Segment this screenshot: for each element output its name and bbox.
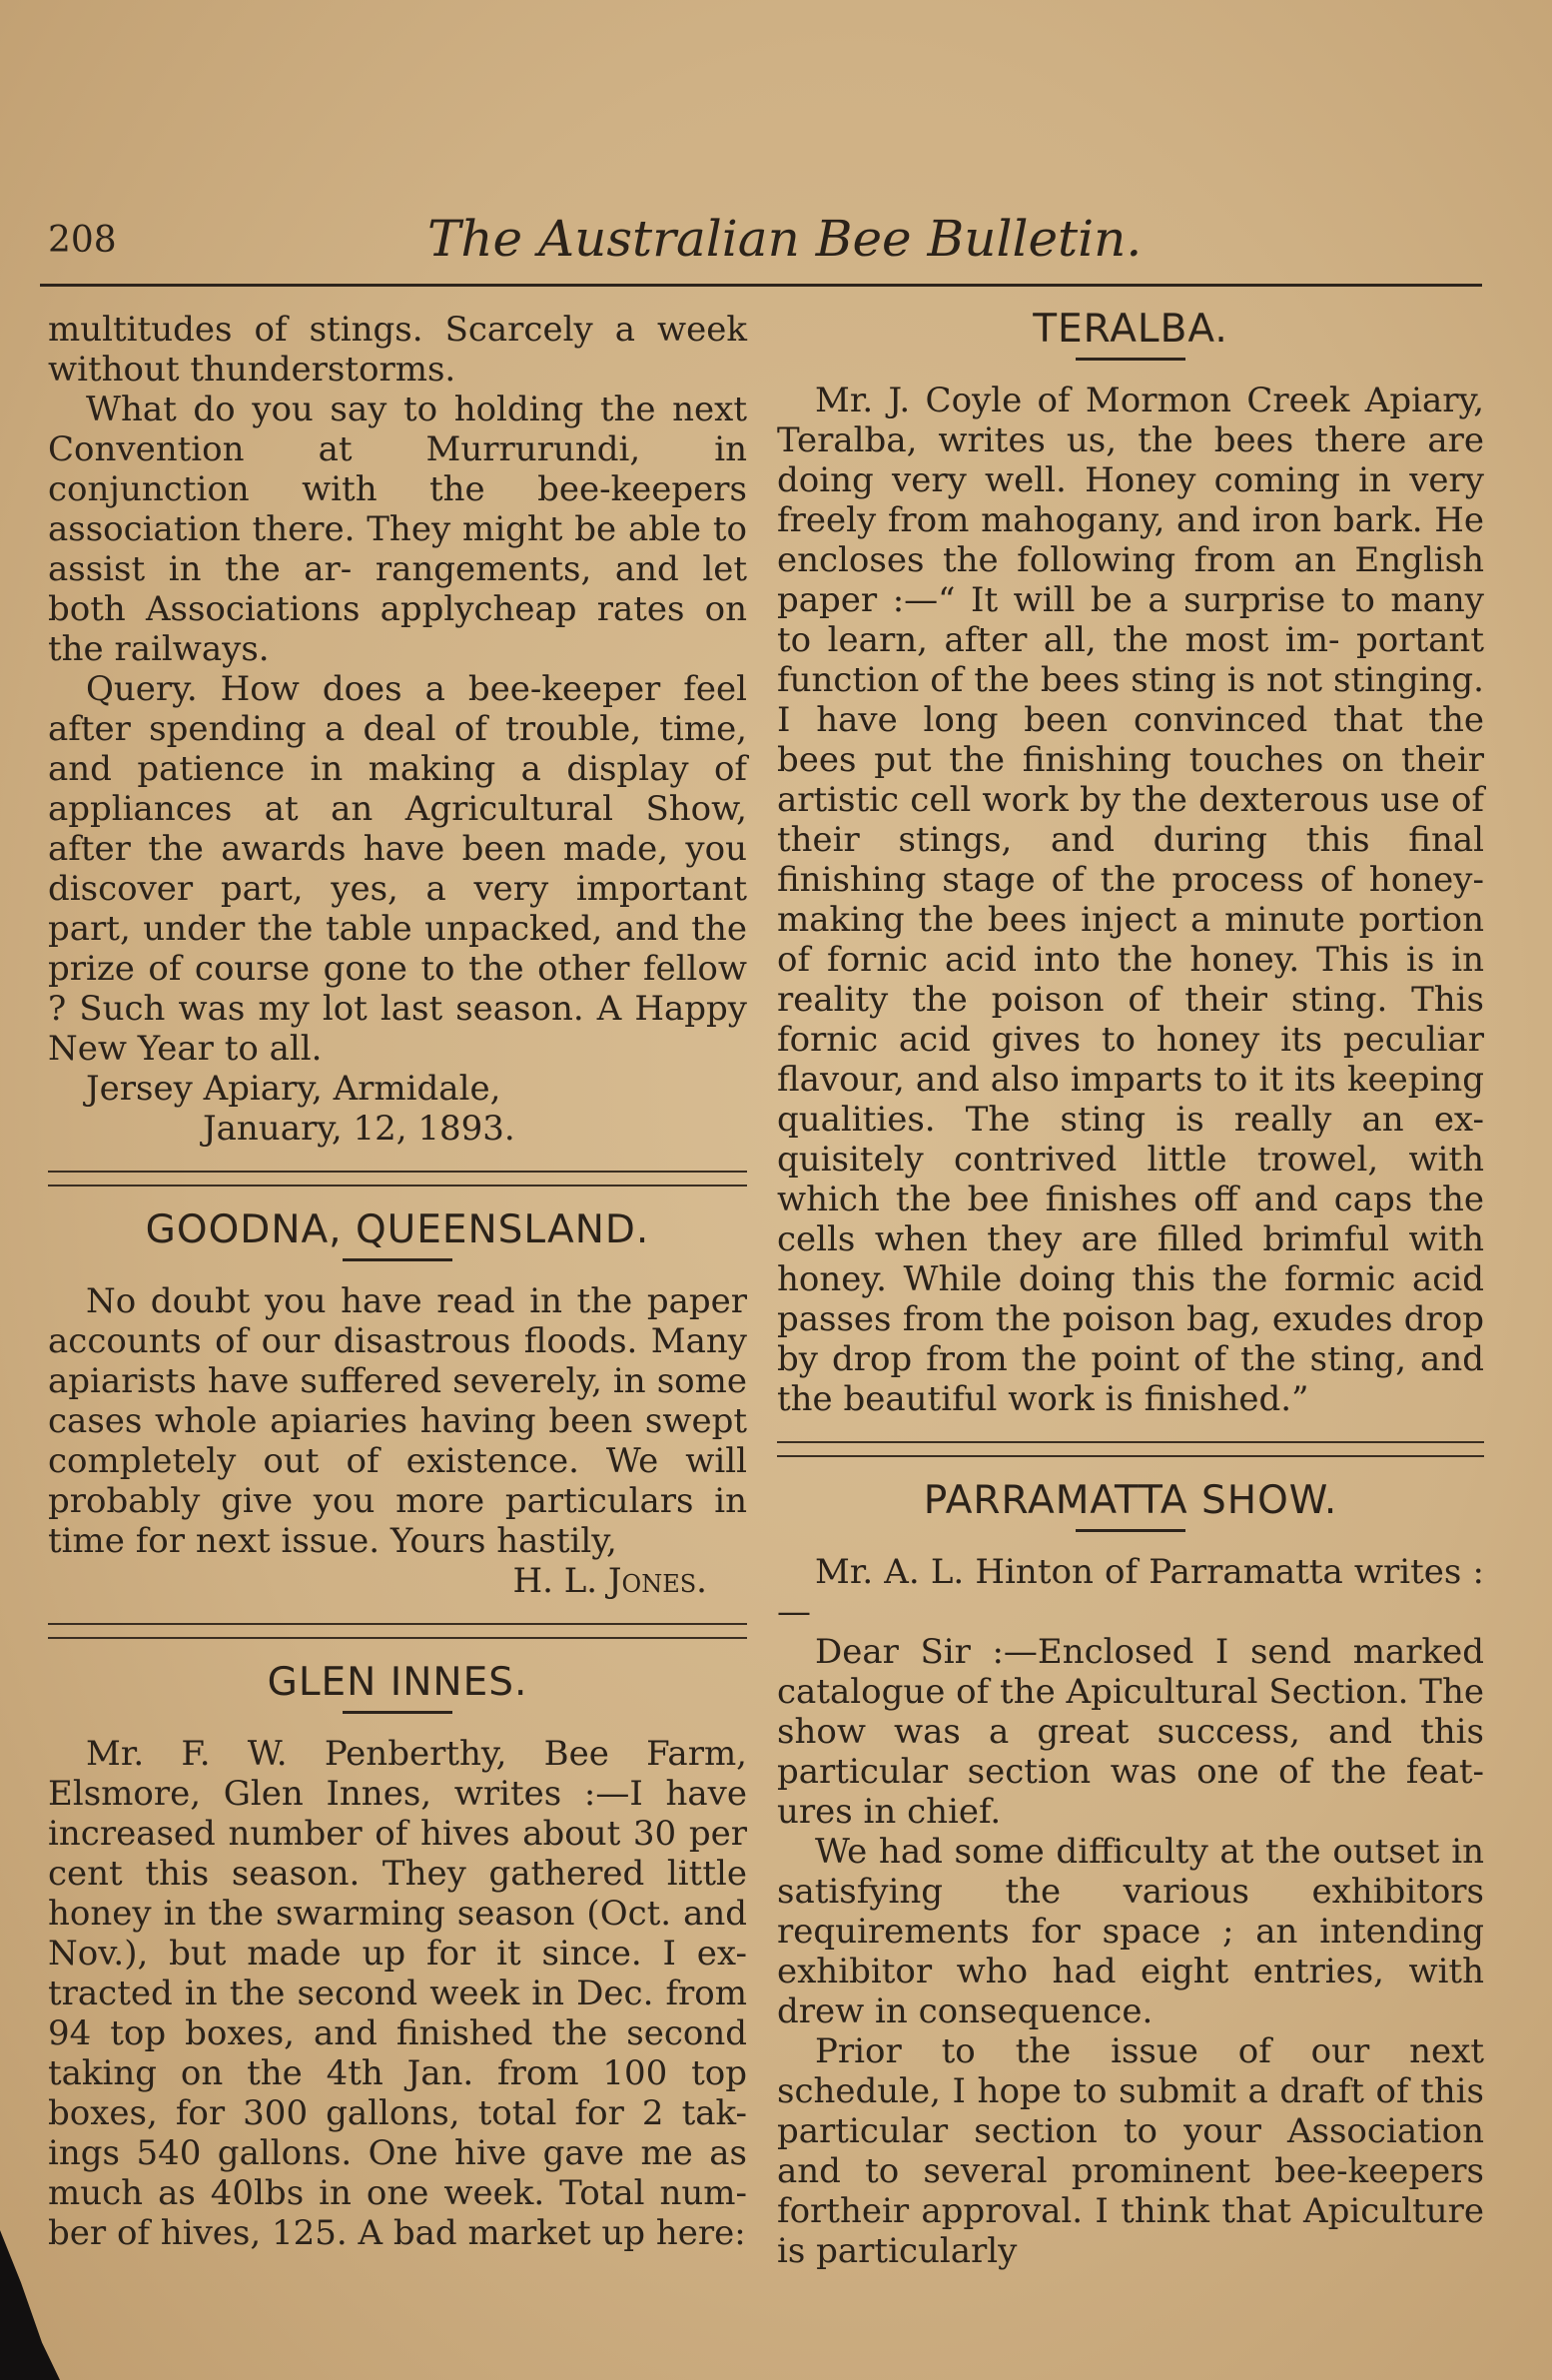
heading-dash (343, 1711, 452, 1714)
parramatta-paragraph: Prior to the issue of our next schedule, I hope to submit a draft of this particular section to your Association and to several prominent bee-keepers fortheir approval. I think that Apiculture is particularly (777, 2031, 1484, 2271)
left-paragraph: Query. How does a bee-keeper feel after spending a deal of trouble, time, and patience in making a display of appliances at an Agricultural Show, after the awards have been made, you discover part, yes, a very important part, under the table unpacked, and the prize of course gone to the other fellow ? Such was my lot last season. A Happy New Year to all. (48, 669, 747, 1069)
page-header (48, 210, 1482, 280)
page-number: 208 (48, 220, 117, 261)
heading-dash (1076, 1529, 1185, 1532)
left-paragraph: multitudes of stings. Scarcely a week without thunderstorms. (48, 310, 747, 390)
glen-innes-heading: GLEN INNES. (267, 1660, 528, 1705)
parramatta-paragraph: We had some difficulty at the outset in satisfying the various exhibitors requirements for space ; an intending exhibitor who had eight entries, with drew in consequence. (777, 1832, 1484, 2031)
goodna-heading: GOODNA, QUEENSLAND. (145, 1207, 650, 1252)
right-column (777, 307, 1484, 2271)
parramatta-paragraph: Dear Sir :—Enclosed I send marked catalogue of the Apicultural Section. The show was a great success, and this particular section was one of the feat- ures in chief. (777, 1632, 1484, 1832)
goodna-signature: H. L. Jones. (512, 1561, 707, 1601)
header-rule (40, 284, 1482, 287)
letter-date: January, 12, 1893. (203, 1109, 515, 1149)
glen-innes-body: Mr. F. W. Penberthy, Bee Farm, Elsmore, Glen Innes, writes :—I have increased number of hives about 30 per cent this season. They gathered little honey in the swarming season (Oct. and Nov.), but made up for it since. I ex- tracted in the second week in Dec. from 94 top boxes, and finished the second taking on the 4th Jan. from 100 top boxes, for 300 gallons, total for 2 tak- ings 540 gallons. One hive gave me as much as 40lbs in one week. Total num- ber of hives, 125. A bad market up here: (48, 1734, 747, 2253)
left-paragraph: What do you say to holding the next Convention at Murrurundi, in conjunction with the bee-keepers association there. They might be able to assist in the ar- rangements, and let both Associations applycheap rates on the railways. (48, 390, 747, 669)
heading-dash (343, 1258, 452, 1261)
section-divider (48, 1623, 747, 1639)
parramatta-heading: PARRAMATTA SHOW. (923, 1478, 1338, 1523)
teralba-heading: TERALBA. (1033, 307, 1228, 352)
section-divider (777, 1441, 1484, 1457)
left-column (48, 310, 747, 2253)
journal-title: The Australian Bee Bulletin. (427, 210, 1143, 268)
goodna-body: No doubt you have read in the paper accounts of our disastrous floods. Many apiarists have suffered severely, in some cases whole apiaries having been swept completely out of existence. We will probably give you more particulars in time for next issue. Yours hastily, (48, 1281, 747, 1561)
parramatta-paragraph: Mr. A. L. Hinton of Parramatta writes :— (777, 1552, 1484, 1632)
teralba-body: Mr. J. Coyle of Mormon Creek Apiary, Teralba, writes us, the bees there are doing very well. Honey coming in very freely from mahogany, and iron bark. He encloses the following from an English paper :—“ It will be a surprise to many to learn, after all, the most im- portant function of the bees sting is not stinging. I have long been convinced that the bees put the finishing touches on their artistic cell work by the dexterous use of their stings, and during this final finishing stage of the process of honey- making the bees inject a minute portion of fornic acid into the honey. This is in reality the poison of their sting. This fornic acid gives to honey its peculiar flavour, and also imparts to it its keeping qualities. The sting is really an ex- quisitely contrived little trowel, with which the bee finishes off and caps the cells when they are filled brimful with honey. While doing this the formic acid passes from the poison bag, exudes drop by drop from the point of the sting, and the beautiful work is finished.” (777, 381, 1484, 1419)
section-divider (48, 1171, 747, 1187)
heading-dash (1076, 358, 1185, 361)
letter-location: Jersey Apiary, Armidale, (86, 1069, 501, 1109)
